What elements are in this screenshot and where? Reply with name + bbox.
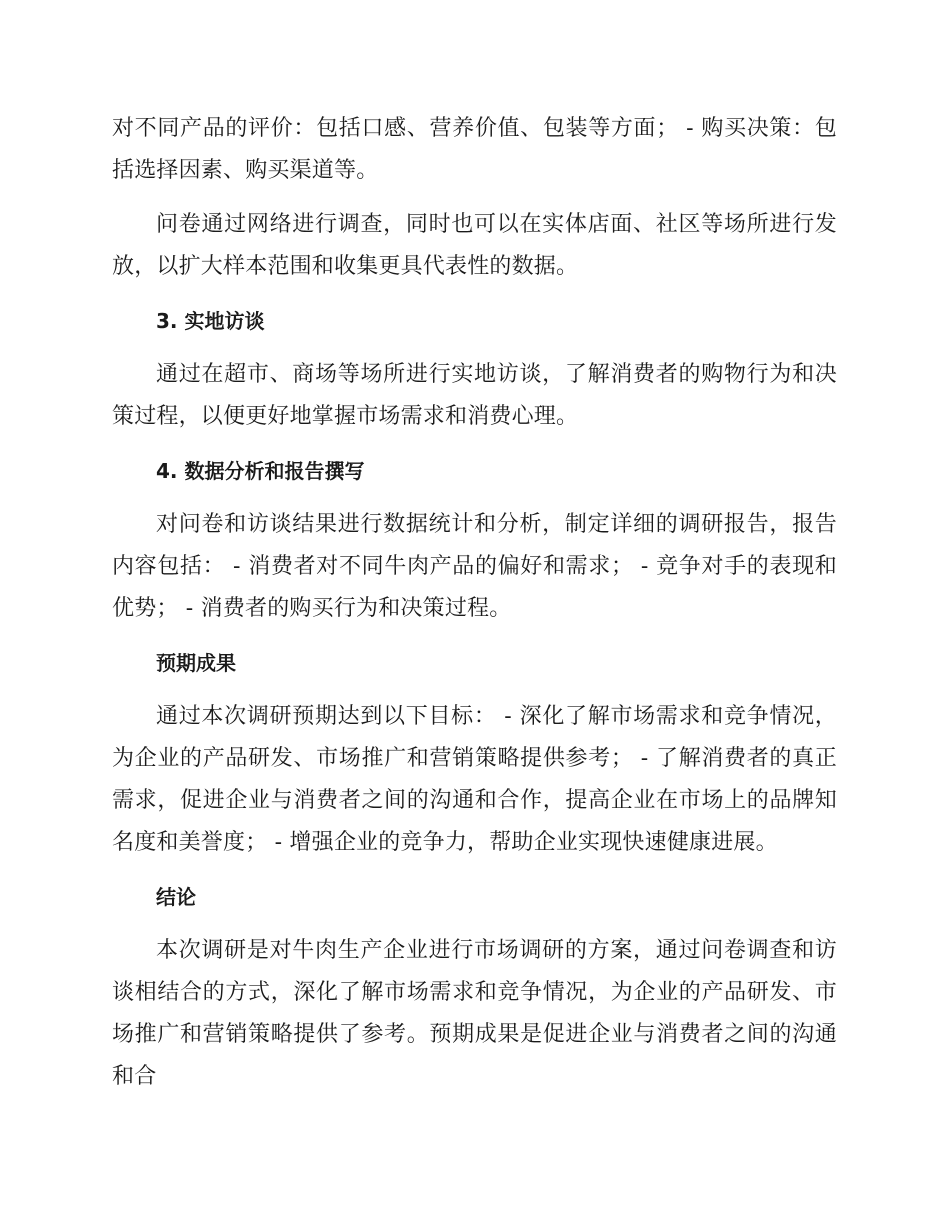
paragraph-data-analysis: 对问卷和访谈结果进行数据统计和分析，制定详细的调研报告，报告内容包括： - 消费者对不同牛肉产品的偏好和需求； - 竞争对手的表现和优势； - 消费者的购买行为和决策过程。: [112, 512, 837, 621]
paragraph-expected-results: 通过本次调研预期达到以下目标： - 深化了解市场需求和竞争情况，为企业的产品研发、市场推广和营销策略提供参考； - 了解消费者的真正需求，促进企业与消费者之间的沟通和合作，提高企业在市场上的品牌知名度和美誉度； - 增强企业的竞争力，帮助企业实现快速健康进展。: [112, 704, 837, 855]
heading-field-interview: 3. 实地访谈: [156, 309, 265, 333]
paragraph-field-interview: 通过在超市、商场等场所进行实地访谈，了解消费者的购物行为和决策过程，以便更好地掌握市场需求和消费心理。: [112, 362, 837, 429]
heading-data-analysis: 4. 数据分析和报告撰写: [156, 459, 365, 483]
paragraph-evaluation-continued: 对不同产品的评价：包括口感、营养价值、包装等方面； - 购买决策：包括选择因素、购买渠道等。: [112, 116, 837, 183]
heading-expected-results: 预期成果: [156, 651, 236, 675]
document-page: [112, 108, 837, 1110]
heading-conclusion: 结论: [156, 885, 196, 909]
paragraph-conclusion: 本次调研是对牛肉生产企业进行市场调研的方案，通过问卷调查和访谈相结合的方式，深化了解市场需求和竞争情况，为企业的产品研发、市场推广和营销策略提供了参考。预期成果是促进企业与消费者之间的沟通和合: [112, 938, 837, 1089]
paragraph-survey-distribution: 问卷通过网络进行调查，同时也可以在实体店面、社区等场所进行发放，以扩大样本范围和收集更具代表性的数据。: [112, 212, 837, 279]
